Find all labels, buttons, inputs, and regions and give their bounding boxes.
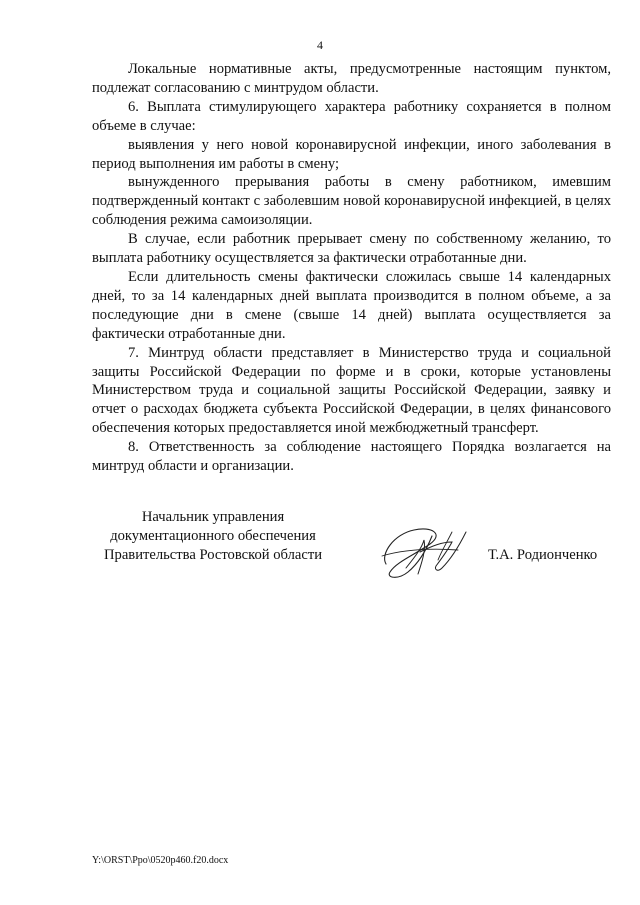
paragraph-item-6: 6. Выплата стимулирующего характера работнику сохраняется в полном объеме в случае: [92,98,611,134]
paragraph-item-7: 7. Минтруд области представляет в Министерство труда и социальной защиты Российской Федерации по форме и в сроки, которые установлены Министерством труда и социальной защиты Российской Федерации, заявку и отчет о расходах бюджета субъекта Российской Федерации, в целях финансового обеспечения которых предоставляется иной межбюджетный трансферт. [92,344,611,437]
paragraph-case-contact: вынужденного прерывания работы в смену работником, имевшим подтвержденный контакт с заболевшим новой коронавирусной инфекцией, в целях соблюдения режима самоизоляции. [92,174,611,229]
signatory-name: Т.А. Родионченко [488,547,598,563]
document-body [92,60,611,476]
signatory-position [88,508,338,565]
footer-file-path: Y:\ORST\Ppo\0520p460.f20.docx [92,855,229,866]
paragraph-local-acts: Локальные нормативные акты, предусмотренные настоящим пунктом, подлежат согласованию с минтрудом области. [92,61,611,96]
paragraph-duration: Если длительность смены фактически сложилась свыше 14 календарных дней, то за 14 календарных дней выплата производится в полном объеме, а за последующие дни в смене (свыше 14 дней) выплата осуществляется за фактически отработанные дни. [92,268,611,342]
page-number: 4 [317,38,323,52]
handwritten-signature [372,520,472,582]
paragraph-own-will: В случае, если работник прерывает смену по собственному желанию, то выплата работнику осуществляется за фактически отработанные дни. [92,231,611,267]
signatory-position-line: Начальник управления [141,509,285,525]
signatory-position-line: Правительства Ростовской области [103,547,323,563]
signatory-position-line: документационного обеспечения [110,528,316,544]
paragraph-case-infection: выявления у него новой коронавирусной инфекции, иного заболевания в период выполнения им работы в смену; [92,136,611,172]
paragraph-item-8: 8. Ответственность за соблюдение настоящего Порядка возлагается на минтруд области и организации. [92,439,611,475]
